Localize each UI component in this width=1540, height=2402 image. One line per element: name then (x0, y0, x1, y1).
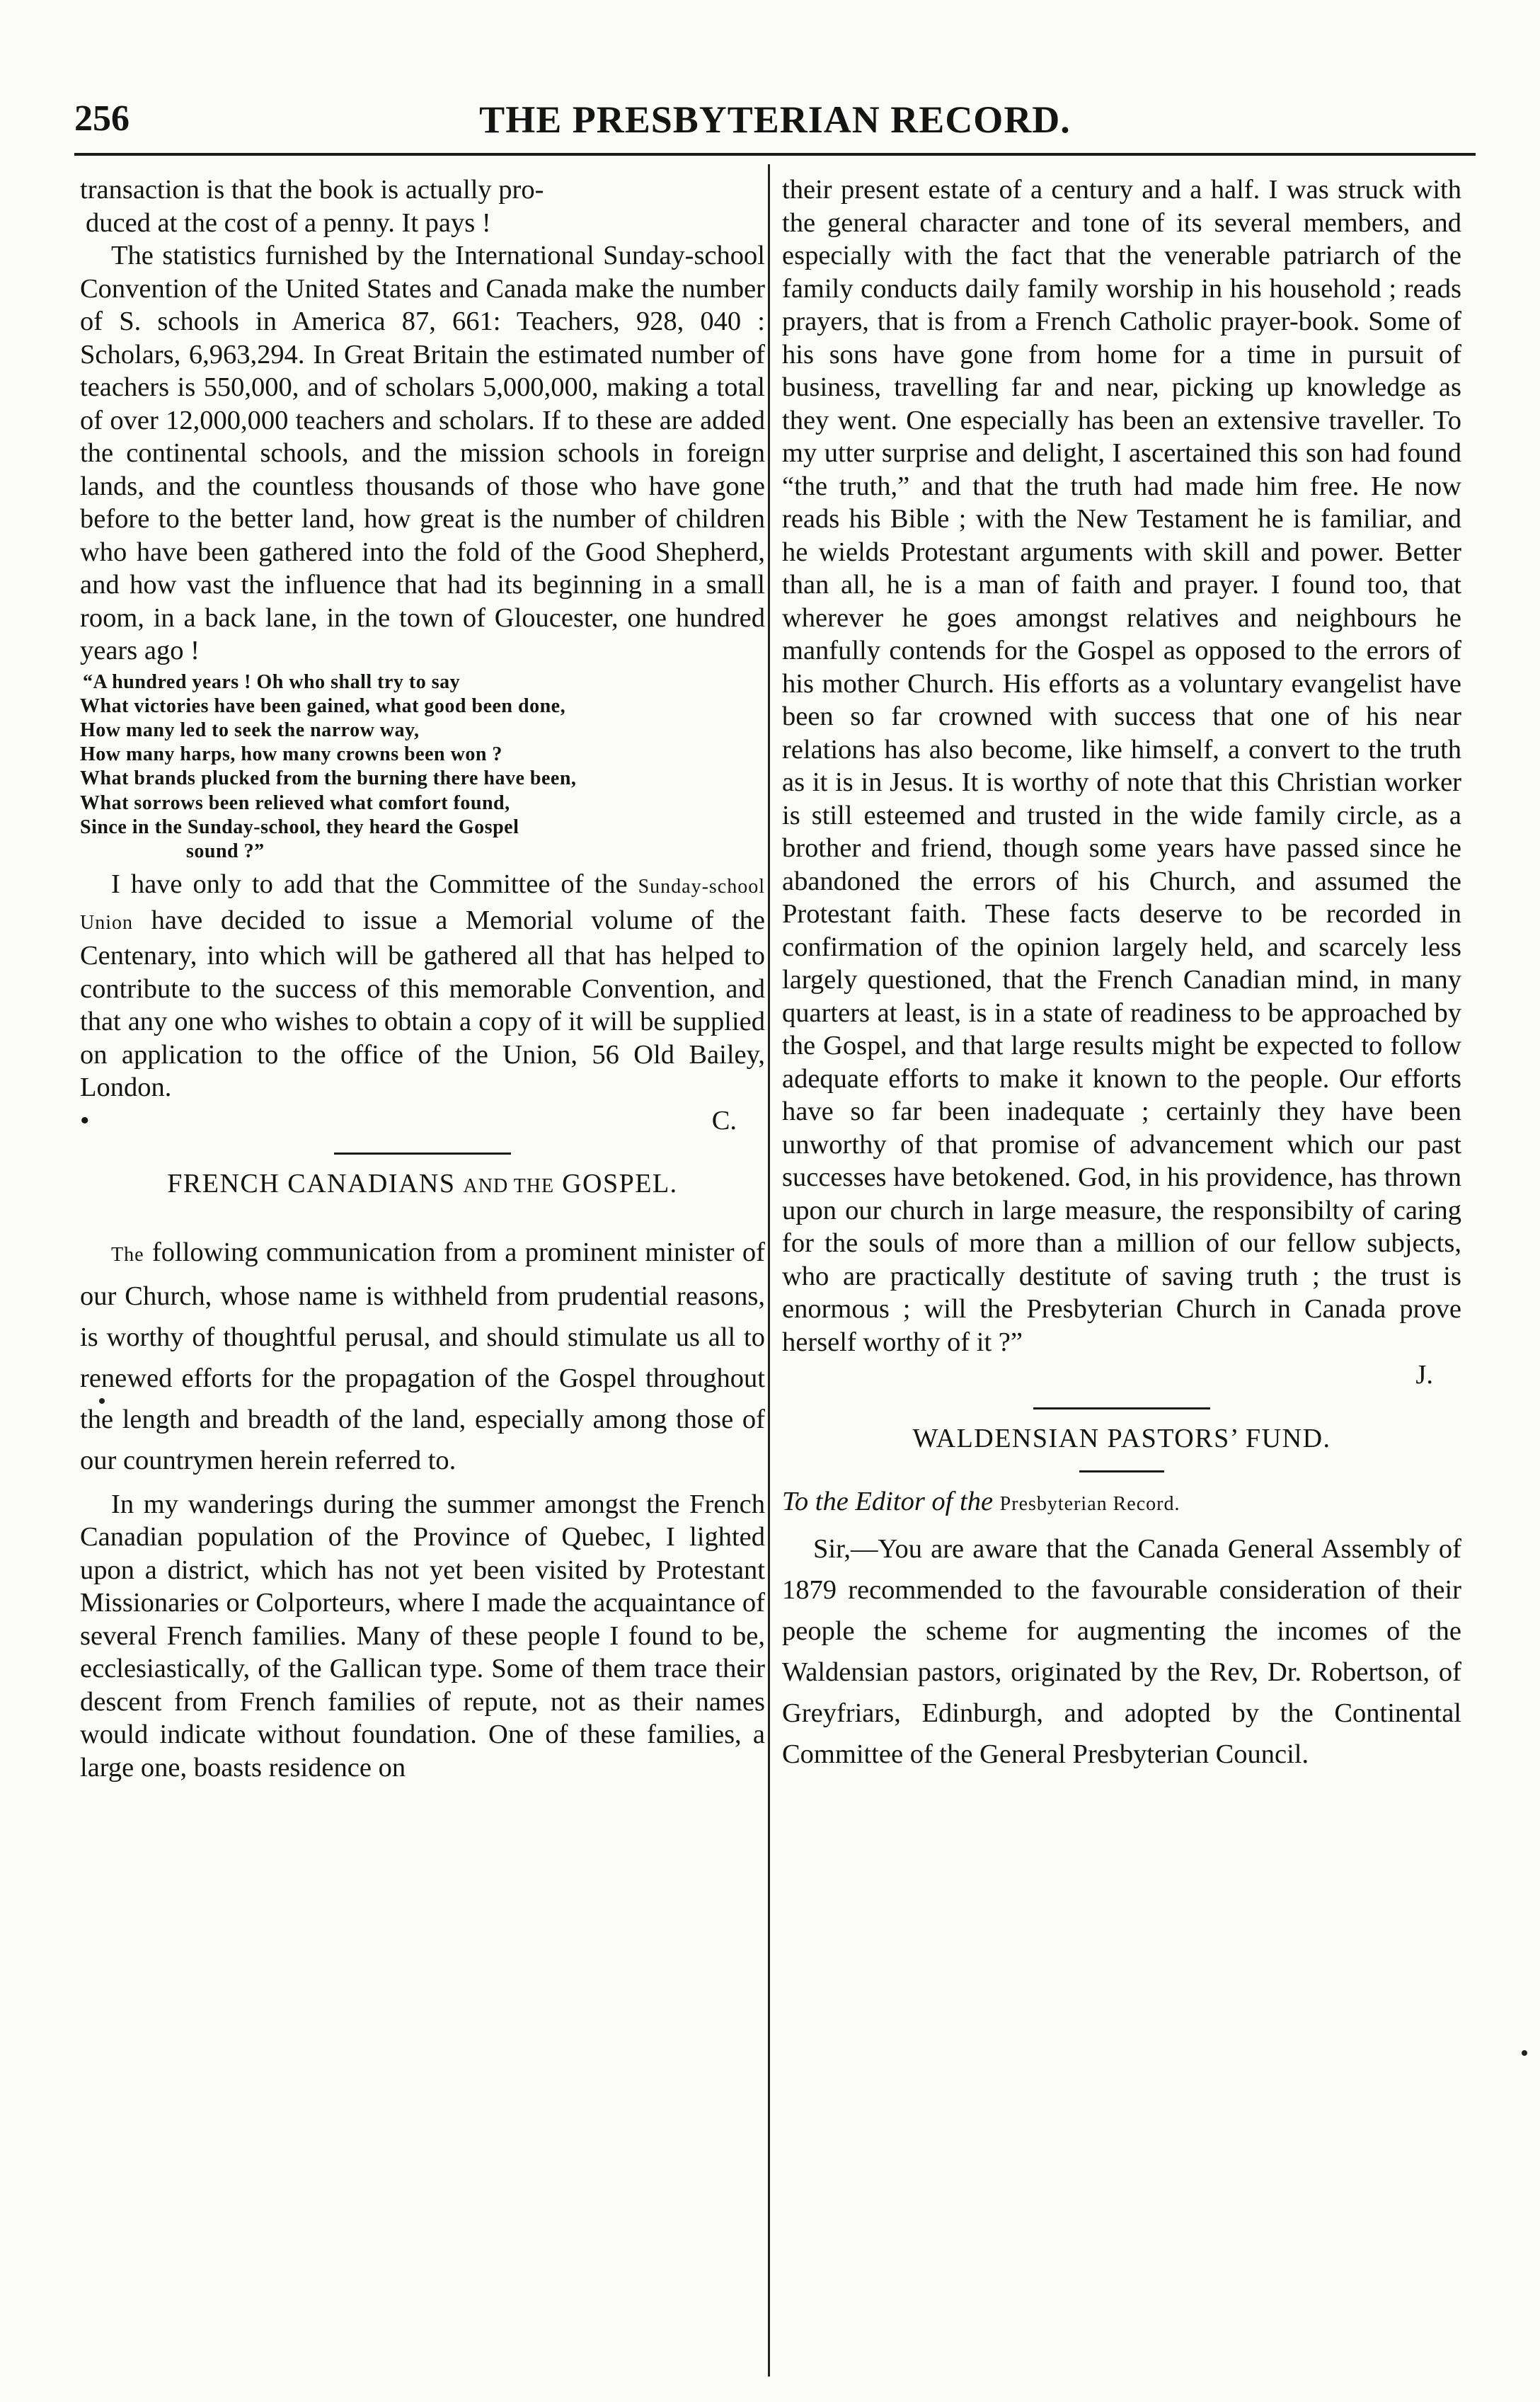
wanderings-paragraph: In my wanderings during the summer amongst the French Canadian population of the Province of Quebec, I lighted upon a district, which has not yet been visited by Protestant Missionaries or Colporteurs, where I made the acquaintance of several French families. Many of these people I found to be, ecclesiastically, of the Gallican type. Some of them trace their descent from French families of repute, not as their names would indicate without foundation. One of these families, a large one, boasts residence on (80, 1489, 765, 1783)
statistics-paragraph: The statistics furnished by the International Sunday-school Convention of the United States and Canada make the number of S. schools in America 87, 661: Teachers, 928, 040 : Scholars, 6,963,294. In Great Britain the estimated number of teachers is 550,000, and of scholars 5,000,000, making a total of over 12,000,000 teachers and scholars. If to these are added the continental schools, and the mission schools in foreign lands, and the countless thousands of those who have gone before to the better land, how great is the number of children who have been gathered into the fold of the Good Shepherd, and how vast the influence that had its beginning in a small room, in a back lane, in the town of Gloucester, one hundred years ago ! (80, 241, 765, 665)
continued-line-2: duced at the cost of a penny. It pays ! (86, 207, 491, 238)
verse-line: How many harps, how many crowns been won ? (80, 743, 502, 766)
verse-line: What victories have been gained, what good been done, (80, 694, 566, 717)
committee-paragraph (80, 868, 765, 1104)
continued-paragraph (80, 173, 765, 239)
header-rule (74, 153, 1476, 156)
section-title-french-canadians (80, 1167, 765, 1203)
signature-row (80, 1104, 765, 1138)
left-column (80, 173, 765, 1784)
verse-line: “A hundred years ! Oh who shall try to say (83, 670, 461, 693)
right-paragraph-continued: their present estate of a century and a half. I was struck with the general character and tone of its several members, and especially with the fact that the venerable patriarch of the family conducts daily family worship in his household ; reads prayers, that is from a French Catholic prayer-book. Some of his sons have gone from home for a time in pursuit of business, travelling far and near, picking up knowledge as they went. One especially has been an extensive traveller. To my utter surprise and delight, I ascertained this son had found “the truth,” and that the truth had made him free. He now reads his Bible ; with the New Testament he is familiar, and he wields Protestant arguments with skill and power. Better than all, he is a man of faith and prayer. I found too, that wherever he goes amongst relatives and neighbours he manfully contends for the Gospel as opposed to the errors of his mother Church. His efforts as a voluntary evangelist have been so far crowned with success that one of his near relations has also become, like himself, a convert to the truth as it is in Jesus. It is worthy of note that this Christian worker is still esteemed and trusted in the wide family circle, as a brother and friend, though some years have passed since he abandoned the errors of his Church, and assumed the Protestant faith. These facts deserve to be recorded in confirmation of the opinion largely held, and scarcely less largely questioned, that the French Canadian mind, in many quarters at least, is in a state of readiness to be approached by the Gospel, and that large results might be expected to follow adequate efforts to make it known to the people. Our efforts have so far been inadequate ; certainly they have been unworthy of that promise of advancement which our past successes have betokened. God, in his providence, has thrown upon our church in large measure, the responsibilty of caring for the souls of more than a million of our fellow subjects, who are practically destitute of saving truth ; the trust is enormous ; will the Presbyterian Church in Canada prove herself worthy of it ?” (782, 175, 1461, 1357)
speck-mark (99, 1398, 105, 1404)
verse-line: What brands plucked from the burning there have been, (80, 767, 577, 790)
right-column (782, 173, 1461, 1775)
section-rule (1079, 1470, 1164, 1472)
verse-line: How many led to seek the narrow way, (80, 719, 420, 741)
bullet-mark: • (80, 1105, 90, 1136)
section-rule (334, 1153, 511, 1155)
section-rule (1033, 1407, 1210, 1409)
page-header (74, 98, 1476, 154)
poem-verse (80, 670, 765, 864)
signature-j: J. (1415, 1360, 1433, 1390)
verse-line: Since in the Sunday-school, they heard the Gospel (80, 816, 519, 838)
salutation-journal: Presbyterian Record. (999, 1493, 1180, 1515)
section-title-waldensian: WALDENSIAN PASTORS’ FUND. (912, 1423, 1331, 1453)
signature-c: C. (711, 1105, 737, 1136)
verse-line: What sorrows been relieved what comfort found, (80, 791, 510, 814)
intro-text: following communication from a prominent minister of our Church, whose name is withheld from prudential reasons, is worthy of thoughtful perusal, and should stimulate us all to renewed efforts for the propagation of the Gospel throughout the length and breadth of the land, especially among those of our countrymen herein referred to. (80, 1237, 765, 1475)
union-name: Sunday-school Union (80, 876, 765, 934)
column-divider (768, 164, 770, 2377)
committee-text-a: I have only to add that the Committee of the (111, 869, 638, 900)
section-title-conj: AND THE (463, 1175, 555, 1198)
page-number: 256 (74, 98, 130, 139)
letter-paragraph: Sir,—You are aware that the Canada General Assembly of 1879 recommended to the favourable consideration of their people the scheme for augmenting the incomes of the Waldensian pastors, originated by the Rev, Dr. Robertson, of Greyfriars, Edinburgh, and adopted by the Continental Committee of the General Presbyterian Council. (782, 1533, 1461, 1769)
intro-first-word: The (111, 1243, 144, 1266)
verse-line: sound ?” (186, 840, 265, 862)
speck-mark (1522, 2050, 1527, 2056)
committee-text-b: have decided to issue a Memorial volume of the Centenary, into which will be gathered all that has helped to contribute to the success of this memorable Convention, and that any one who wishes to obtain a copy of it will be supplied on application to the office of the Union, 56 Old Bailey, London. (80, 905, 765, 1103)
continued-line-1: transaction is that the book is actually pro- (80, 175, 544, 205)
salutation-italic: To the Editor of the (782, 1487, 994, 1516)
salutation (782, 1485, 1461, 1521)
section-title-part-1: FRENCH CANADIANS (167, 1169, 456, 1199)
section-title-part-2: GOSPEL. (562, 1169, 678, 1199)
journal-title: THE PRESBYTERIAN RECORD. (479, 98, 1071, 141)
intro-paragraph (80, 1232, 765, 1481)
